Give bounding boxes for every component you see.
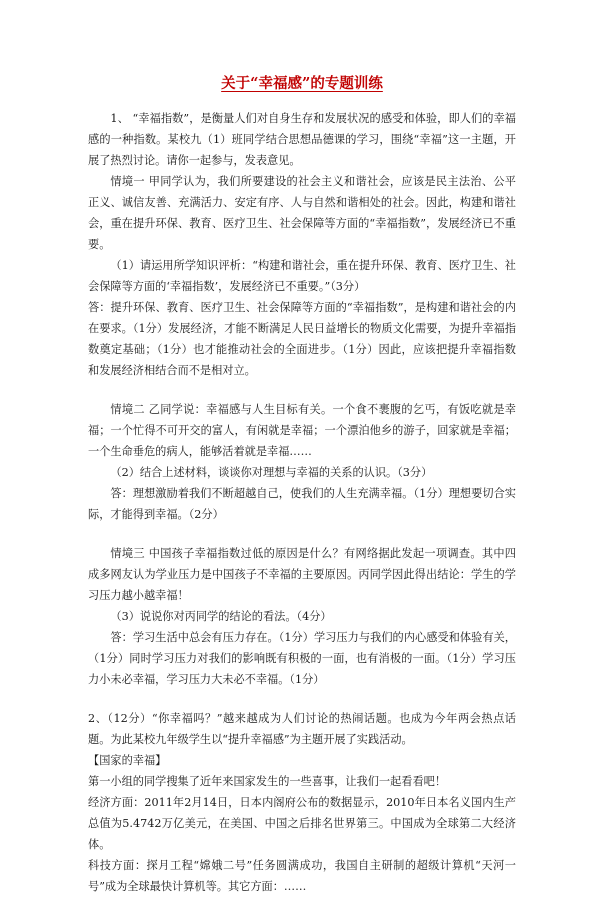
spacer (88, 525, 516, 543)
spacer (88, 381, 516, 399)
q2-intro: 2、（12分）“你幸福吗？”越来越成为人们讨论的热闹话题。也成为今年两会热点话题。为此某校九年级学生以“提升幸福感”为主题开展了实践活动。 (88, 712, 516, 746)
q1-scene1: 情境一 甲同学认为，我们所要建设的社会主义和谐社会，应该是民主法治、公平正义、诚信友善、充满活力、安定有序、人与自然和谐相处的社会。因此，构建和谐社会，重在提升环保、教育、医疗卫生、社会保障等方面的“幸福指数”，发展经济已不重要。 (88, 175, 516, 251)
q1-intro: 1、 “幸福指数”，是衡量人们对自身生存和发展状况的感受和体验，即人们的幸福感的一种指数。某校九（1）班同学结合思想品德课的学习，围绕“幸福”这一主题，开展了热烈讨论。请你一起参与，发表意见。 (88, 112, 516, 167)
q1-scene2: 情境二 乙同学说：幸福感与人生目标有关。一个食不裹腹的乞丐，有饭吃就是幸福；一个忙得不可开交的富人，有闲就是幸福；一个漂泊他乡的游子，回家就是幸福；一个生命垂危的病人，能够活着就是幸福…… (88, 403, 516, 458)
q1-question3: （3）说说你对丙同学的结论的看法。（4分） (110, 610, 332, 623)
q2-line1: 第一小组的同学搜集了近年来国家发生的一些喜事，让我们一起看看吧！ (88, 775, 447, 788)
document-title: 关于“幸福感”的专题训练 (221, 75, 383, 92)
q1-answer1: 答：提升环保、教育、医疗卫生、社会保障等方面的“幸福指数”，是构建和谐社会的内在要求。（1分）发展经济，才能不断满足人民日益增长的物质文化需要，为提升幸福指数奠定基础；（1分）也才能推动社会的全面进步。（1分）因此，应该把提升幸福指数和发展经济相结合而不是相对立。 (88, 301, 516, 377)
q1-question1: （1）请运用所学知识评析：“构建和谐社会，重在提升环保、教育、医疗卫生、社会保障等方面的‘幸福指数’，发展经济已不重要。”（3分） (88, 259, 516, 293)
q1-scene3: 情境三 中国孩子幸福指数过低的原因是什么？有网络据此发起一项调查。其中四成多网友认为学业压力是中国孩子不幸福的主要原因。丙同学因此得出结论：学生的学习压力越小越幸福！ (88, 547, 516, 602)
q2-section-title: 【国家的幸福】 (88, 754, 167, 767)
spacer (88, 690, 516, 708)
q2-tech: 科技方面：探月工程“嫦娥二号”任务圆满成功，我国自主研制的超级计算机“天河一号”成为全球最快计算机等。其它方面：…… (88, 859, 516, 893)
q1-question2: （2）结合上述材料，谈谈你对理想与幸福的关系的认识。（3分） (110, 466, 433, 479)
q1-answer3: 答：学习生活中总会有压力存在。（1分）学习压力与我们的内心感受和体验有关，（1分）同时学习压力对我们的影响既有积极的一面，也有消极的一面。（1分）学习压力小未必幸福，学习压力大未必不幸福。（1分） (88, 631, 516, 686)
q2-economy: 经济方面：2011年2月14日，日本内阁府公布的数据显示，2010年日本名义国内生产总值为5.4742万亿美元，在美国、中国之后排名世界第三。中国成为全球第二大经济体。 (88, 796, 516, 851)
q1-answer2: 答：理想激励着我们不断超越自己，使我们的人生充满幸福。（1分）理想要切合实际，才能得到幸福。（2分） (88, 487, 516, 521)
